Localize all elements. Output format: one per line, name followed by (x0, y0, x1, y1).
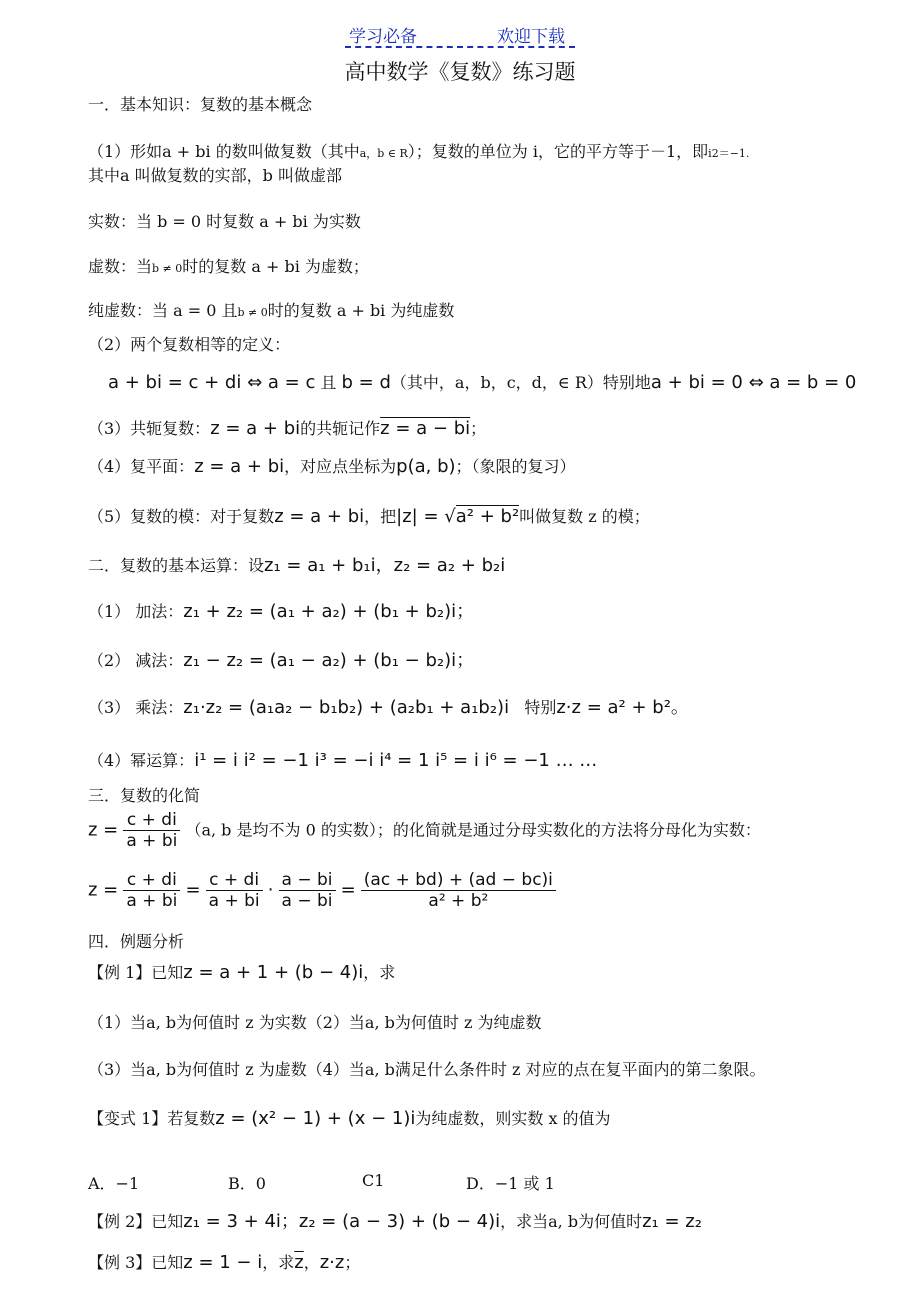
text: p(a, b) (396, 456, 456, 477)
text: ）；复数的单位为 i，它的平方等于－1，即 (407, 142, 709, 161)
text: z = (88, 879, 119, 901)
text: （1）形如a + bi 的数叫做复数（其中 (88, 142, 360, 161)
fraction (361, 870, 556, 912)
text: = (185, 879, 201, 901)
complex-plane-line (88, 456, 576, 478)
text: 【例 3】已知 (88, 1253, 184, 1272)
definition-line (88, 142, 749, 161)
section-4-heading: 四．例题分析 (88, 932, 185, 951)
text: z₁ = z₂ (642, 1211, 702, 1232)
variant-1 (88, 1108, 611, 1130)
denominator: a + bi (126, 831, 178, 852)
text: b ≠ 0 (237, 306, 268, 319)
text: = (340, 879, 356, 901)
text: ，求当a, b为何值时 (500, 1212, 643, 1231)
simplify-formula (88, 870, 556, 912)
text: 纯虚数：当 a = 0 且 (88, 301, 238, 320)
text: b ≠ 0 (152, 262, 183, 275)
text: 二．复数的基本运算：设 (88, 556, 265, 575)
example-1-question-1: （1）当a, b为何值时 z 为实数（2）当a, b为何值时 z 为纯虚数 (88, 1013, 542, 1032)
text: （3）共轭复数： (88, 419, 211, 438)
subtraction-line (88, 650, 474, 672)
power-line (88, 750, 597, 772)
text: a，b ∈ R (359, 147, 408, 160)
text: （3） 乘法： (88, 698, 184, 717)
equality-definition (108, 372, 856, 394)
text: 【例 2】已知 (88, 1212, 184, 1231)
text: 时的复数 a + bi 为纯虚数 (267, 301, 455, 320)
text: 且 (315, 373, 342, 392)
text: a + bi = c + di ⇔ a = c (108, 372, 316, 393)
text: i2＝−1. (708, 147, 750, 160)
text: ；（象限的复习） (455, 457, 576, 476)
text: $\overline{z}$ (294, 1252, 304, 1273)
example-1 (88, 962, 395, 984)
text: i¹ = i i² = −1 i³ = −i i⁴ = 1 i⁵ = i i⁶ = −1 … … (194, 750, 598, 771)
example-2 (88, 1211, 702, 1233)
text: ； (470, 419, 487, 438)
text: ，把 (364, 507, 397, 526)
text: · (267, 879, 274, 901)
option-d: D．−1 或 1 (466, 1174, 555, 1193)
numerator: c + di (206, 870, 263, 891)
numerator: (ac + bd) + (ad − bc)i (361, 870, 556, 891)
text: 虚数：当 (88, 257, 153, 276)
text: z = (x² − 1) + (x − 1)i (215, 1108, 416, 1129)
equality-heading: （2）两个复数相等的定义： (88, 335, 291, 354)
example-1-question-2: （3）当a, b为何值时 z 为虚数（4）当a, b满足什么条件时 z 对应的点在复平面内的第二象限。 (88, 1060, 766, 1079)
text: （4）复平面： (88, 457, 195, 476)
text: 【变式 1】若复数 (88, 1109, 216, 1128)
text: a² + b² (455, 506, 520, 527)
text: z = a + bi (194, 456, 285, 477)
page-header (345, 20, 575, 48)
text: （a, b 是均不为 0 的实数）；的化简就是通过分母实数化的方法将分母化为实数： (185, 820, 761, 840)
option-b: B．0 (228, 1174, 266, 1193)
text: （2） 减法： (88, 651, 184, 670)
text: z = a + 1 + (b − 4)i (183, 962, 364, 983)
fraction (279, 870, 336, 912)
text: ； (344, 1253, 361, 1272)
text: 时的复数 a + bi 为虚数； (182, 257, 369, 276)
option-a: A．−1 (88, 1174, 140, 1193)
text: （1） 加法： (88, 602, 184, 621)
text: b = d (341, 372, 391, 393)
numerator: c + di (123, 870, 180, 891)
text: 【例 1】已知 (88, 963, 184, 982)
option-c: C1 (362, 1171, 385, 1190)
text: ，对应点坐标为 (284, 457, 397, 476)
imaginary-number-line (88, 257, 369, 276)
text: z₁ = 3 + 4i；z₂ = (a − 3) + (b − 4)i (183, 1211, 501, 1232)
section-2-heading (88, 555, 505, 577)
real-number-line: 实数：当 b = 0 时复数 a + bi 为实数 (88, 212, 361, 231)
text: z·z = a² + b²。 (556, 697, 689, 718)
text: 为纯虚数，则实数 x 的值为 (415, 1109, 611, 1128)
numerator: c + di (123, 810, 180, 831)
text: z₁·z₂ = (a₁a₂ − b₁b₂) + (a₂b₁ + a₁b₂)i (183, 697, 510, 718)
text: 叫做复数 z 的模； (519, 507, 650, 526)
text: （5）复数的模：对于复数 (88, 507, 275, 526)
text: z₁ + z₂ = (a₁ + a₂) + (b₁ + b₂)i； (183, 601, 475, 622)
denominator: a + bi (208, 891, 260, 912)
header-right: 欢迎下载 (497, 27, 565, 47)
denominator: a + bi (126, 891, 178, 912)
text: |z| = √ (396, 506, 456, 527)
simplify-line (88, 810, 761, 852)
text: z·z (319, 1252, 345, 1273)
denominator: a² + b² (428, 891, 489, 912)
modulus-line (88, 506, 650, 528)
text: 特别 (524, 698, 557, 717)
numerator: a − bi (279, 870, 336, 891)
page-title: 高中数学《复数》练习题 (344, 60, 576, 84)
addition-line (88, 601, 474, 623)
fraction (123, 810, 180, 852)
text: （其中，a，b，c，d，∈ R）特别地 (390, 373, 651, 392)
text: z = (88, 819, 119, 841)
text: z = 1 − i (183, 1252, 263, 1273)
fraction (206, 870, 263, 912)
example-3 (88, 1252, 360, 1274)
text: a + bi = 0 ⇔ a = b = 0 (650, 372, 857, 393)
pure-imaginary-line (88, 301, 454, 320)
text: z₁ − z₂ = (a₁ − a₂) + (b₁ − b₂)i； (183, 650, 475, 671)
text: z = a − bi (380, 418, 471, 439)
conjugate-line (88, 418, 486, 440)
header-left: 学习必备 (349, 27, 417, 47)
section-1-heading: 一．基本知识：复数的基本概念 (88, 95, 313, 114)
text: ，求 (262, 1253, 295, 1272)
section-3-heading: 三．复数的化简 (88, 786, 201, 805)
denominator: a − bi (281, 891, 333, 912)
text: z₁ = a₁ + b₁i，z₂ = a₂ + b₂i (264, 555, 506, 576)
text: 的共轭记作 (300, 419, 381, 438)
real-imag-part-line: 其中a 叫做复数的实部，b 叫做虚部 (88, 166, 342, 185)
text: z = a + bi (210, 418, 301, 439)
text: ，求 (363, 963, 396, 982)
text: ， (303, 1253, 320, 1272)
text: （4）幂运算： (88, 751, 195, 770)
fraction (123, 870, 180, 912)
text: z = a + bi (274, 506, 365, 527)
multiplication-line (88, 697, 689, 719)
